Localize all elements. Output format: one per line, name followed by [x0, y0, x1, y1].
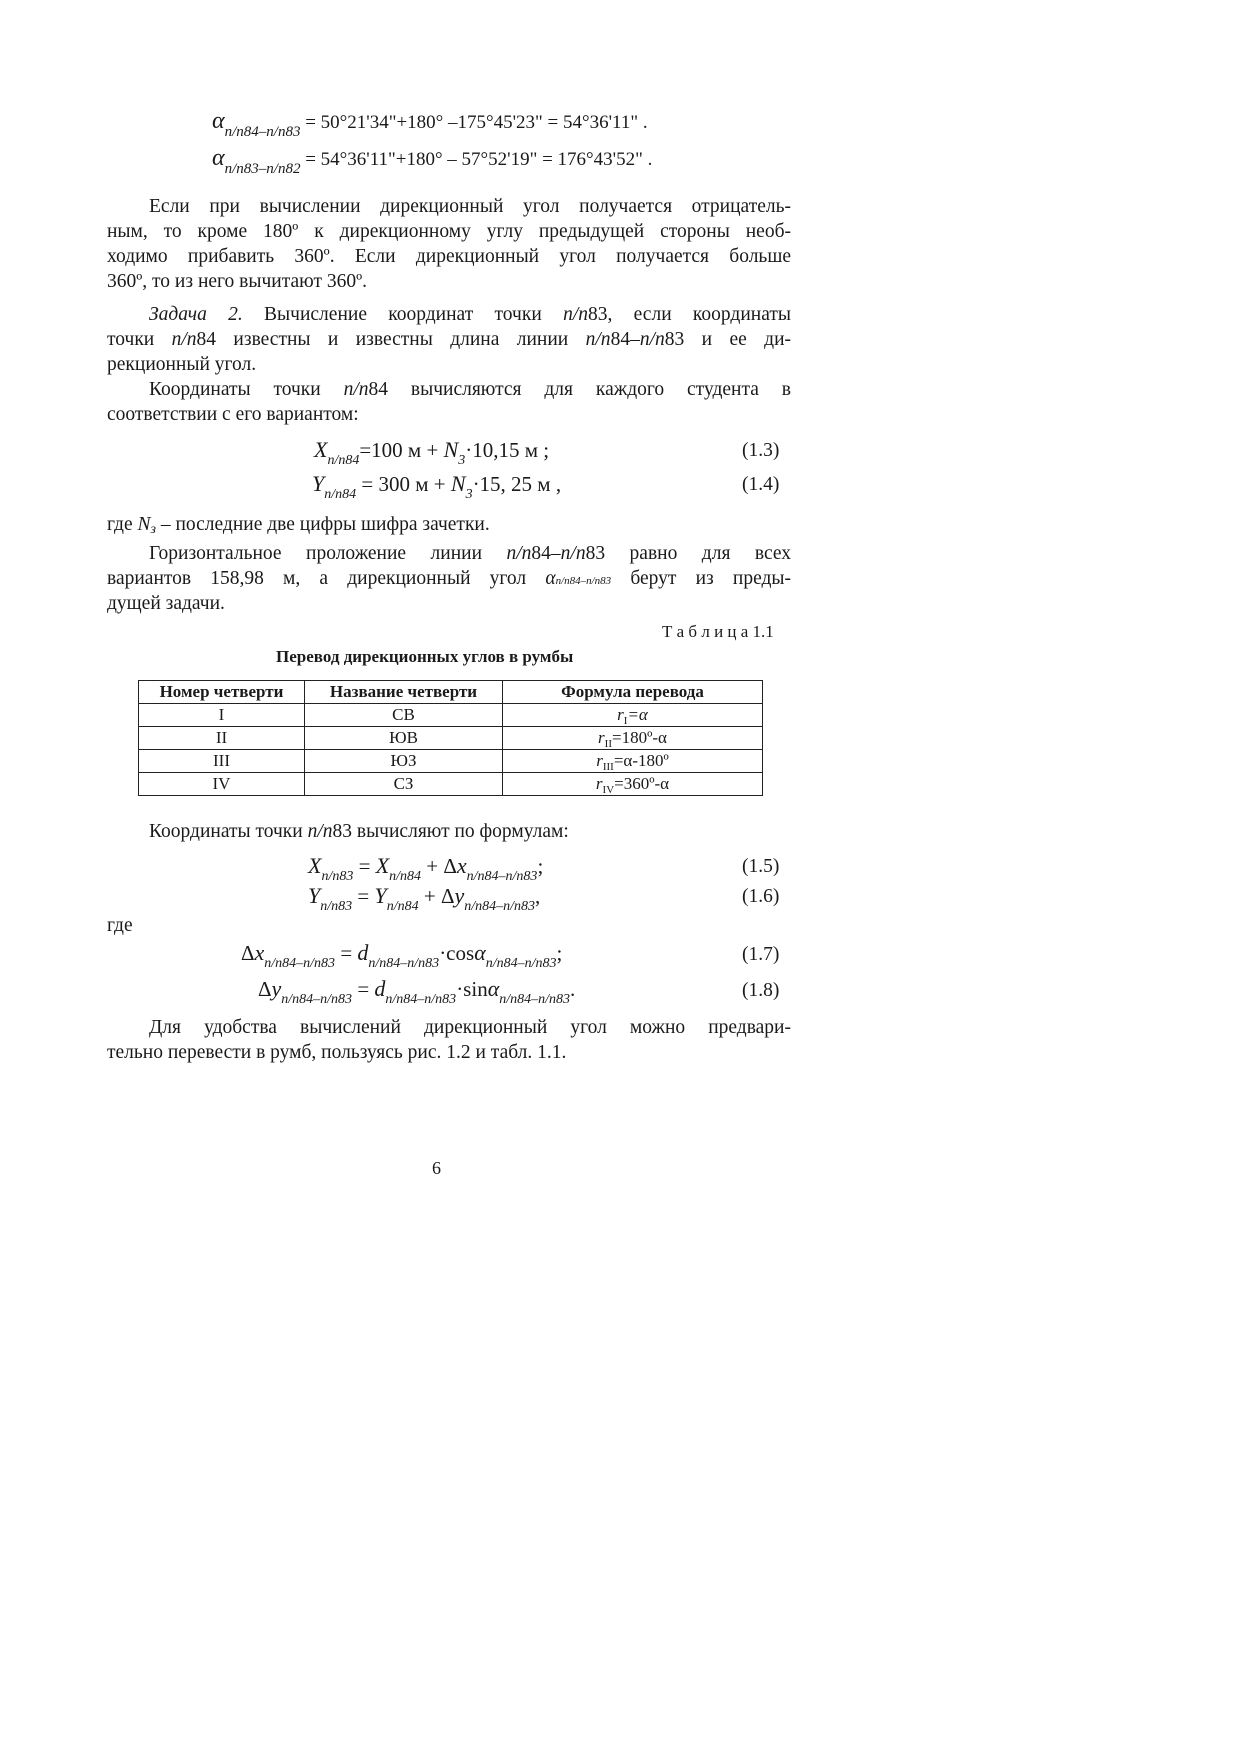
quarter-number: II	[139, 727, 305, 750]
equation-1-7: $\Delta x_{n/n84-n/n83} = d_{n/n84-n/n83}\cdot\cos\alpha_{n/n84-n/n83}$;	[241, 940, 563, 971]
text-line: вариантов 158,98 м, а дирекционный угол αn/n84–n/n83 берут из преды-	[107, 568, 791, 589]
conversion-formula: $r_{IV}=360º-\alpha$	[503, 773, 763, 796]
equation-subscript: n/n83–n/n82	[224, 161, 301, 177]
equation-number: (1.3)	[742, 440, 780, 461]
quarter-name: ЮВ	[305, 727, 503, 750]
where-n3-line: где Nз – последние две цифры шифра зачетки.	[107, 514, 490, 537]
conversion-formula: $r_{III}=\alpha-180º$	[503, 750, 763, 773]
text-line: соответствии с его вариантом:	[107, 404, 359, 425]
equation-alpha-84-83	[212, 108, 648, 140]
equation-rhs: = 54°36'11"+180° – 57°52'19" = 176°43'52" .	[305, 149, 653, 170]
column-header: Название четверти	[305, 681, 503, 704]
equation-rhs: = 50°21'34"+180° –175°45'23" = 54°36'11" .	[305, 112, 648, 133]
text-line: 360º, то из него вычитают 360º.	[107, 271, 368, 292]
equation-1-8: $\Delta y_{n/n84-n/n83} = d_{n/n84-n/n83}\cdot\sin\alpha_{n/n84-n/n83}$.	[258, 976, 576, 1007]
column-header: Формула перевода	[503, 681, 763, 704]
equation-1-3: $X_{n/n84}=100$ $м + N_3\cdot 10,15$ м ;	[314, 437, 550, 468]
task-label: Задача 2.	[149, 304, 243, 325]
text-line: тельно перевести в румб, пользуясь рис. 1.2 и табл. 1.1.	[107, 1042, 567, 1063]
table-row	[139, 727, 763, 750]
equation-subscript: n/n84–n/n83	[224, 124, 301, 140]
table-label: Т а б л и ц а 1.1	[662, 622, 774, 641]
text-line: Задача 2. Вычисление координат точки n/n83, если координаты	[149, 304, 791, 325]
equation-number: (1.5)	[742, 856, 780, 877]
paragraph-convenience	[107, 1015, 791, 1065]
text-line: Горизонтальное проложение линии n/n84–n/n83 равно для всех	[149, 543, 791, 564]
equation-number: (1.6)	[742, 886, 780, 907]
quarter-name: ЮЗ	[305, 750, 503, 773]
alpha-symbol: α	[212, 108, 225, 134]
page-number: 6	[432, 1158, 441, 1178]
text-line: Для удобства вычислений дирекционный угол можно предвари-	[149, 1017, 791, 1038]
table-header-row	[139, 681, 763, 704]
paragraph-negative-angle	[107, 194, 791, 294]
rhumb-conversion-table	[138, 680, 763, 796]
paragraph-coordinates-84	[107, 377, 791, 427]
text-line: рекционный угол.	[107, 354, 257, 375]
text-line: Если при вычислении дирекционный угол получается отрицатель-	[149, 196, 791, 217]
quarter-number: I	[139, 704, 305, 727]
quarter-number: III	[139, 750, 305, 773]
table-title: Перевод дирекционных углов в румбы	[276, 647, 574, 666]
equation-number: (1.4)	[742, 474, 780, 495]
paragraph-horizontal-distance	[107, 541, 791, 616]
text-line: Координаты точки n/n84 вычисляются для каждого студента в	[149, 379, 791, 400]
alpha-symbol: α	[212, 145, 225, 171]
where-label: где	[107, 915, 133, 936]
equation-number: (1.7)	[742, 944, 780, 965]
column-header: Номер четверти	[139, 681, 305, 704]
paragraph-coordinates-83: Координаты точки n/n83 вычисляют по формулам:	[149, 821, 569, 842]
conversion-formula: $r_I=\alpha$	[503, 704, 763, 727]
quarter-name: СВ	[305, 704, 503, 727]
quarter-name: СЗ	[305, 773, 503, 796]
paragraph-task-2	[107, 302, 791, 377]
text-line: точки n/n84 известны и известны длина линии n/n84–n/n83 и ее ди-	[107, 329, 791, 350]
equation-alpha-83-82	[212, 145, 653, 177]
table-row	[139, 750, 763, 773]
quarter-number: IV	[139, 773, 305, 796]
text-line: ходимо прибавить 360º. Если дирекционный угол получается больше	[107, 246, 791, 267]
conversion-formula: $r_{II}=180º-\alpha$	[503, 727, 763, 750]
equation-number: (1.8)	[742, 980, 780, 1001]
text-line: ным, то кроме 180º к дирекционному углу предыдущей стороны необ-	[107, 221, 791, 242]
text-line: дущей задачи.	[107, 593, 225, 614]
table-row	[139, 704, 763, 727]
equation-1-6: $Y_{n/n83} = Y_{n/n84} + \Delta y_{n/n84-n/n83}$,	[308, 883, 541, 914]
table-row	[139, 773, 763, 796]
equation-1-4: $Y_{n/n84} = 300$ $м + N_3\cdot 15$, 25 м ,	[312, 471, 562, 502]
equation-1-5: $X_{n/n83} = X_{n/n84} + \Delta x_{n/n84-n/n83}$;	[308, 853, 544, 884]
